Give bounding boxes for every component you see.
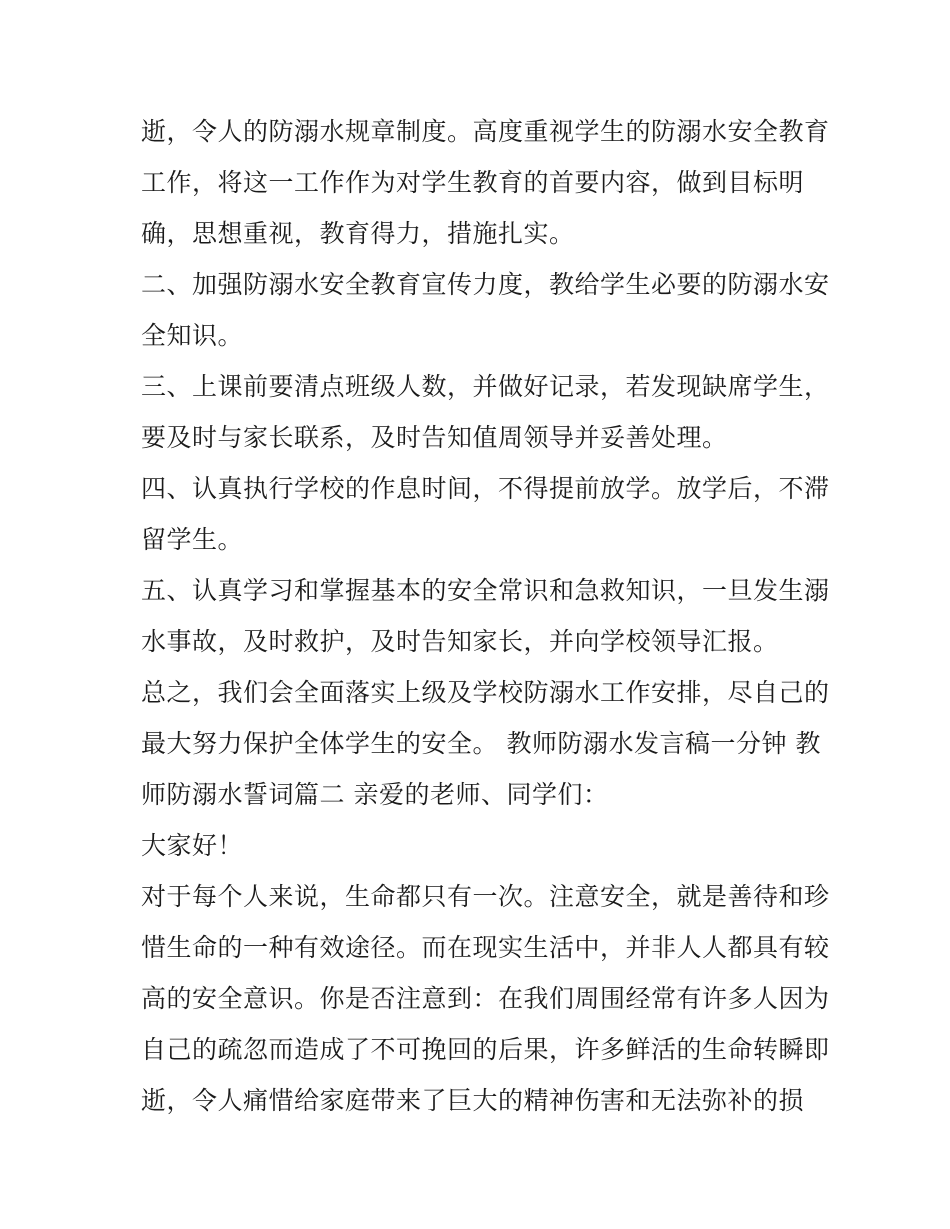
text-line: 总之，我们会全面落实上级及学校防溺水工作安排，尽自己的	[141, 678, 830, 707]
text-line: 水事故，及时救护，及时告知家长，并向学校领导汇报。	[141, 627, 779, 656]
document-body	[141, 106, 830, 1126]
text-line: 惜生命的一种有效途径。而在现实生活中，并非人人都具有较	[141, 933, 830, 962]
text-line: 确，思想重视，教育得力，措施扎实。	[141, 219, 575, 248]
text-line: 三、上课前要清点班级人数，并做好记录，若发现缺席学生，	[141, 372, 830, 401]
text-line: 自己的疏忽而造成了不可挽回的后果，许多鲜活的生命转瞬即	[141, 1035, 830, 1064]
text-line: 最大努力保护全体学生的安全。 教师防溺水发言稿一分钟 教	[141, 729, 821, 758]
text-line: 工作，将这一工作作为对学生教育的首要内容，做到目标明	[141, 168, 805, 197]
text-line: 逝，令人痛惜给家庭带来了巨大的精神伤害和无法弥补的损	[141, 1086, 805, 1115]
text-line: 二、加强防溺水安全教育宣传力度，教给学生必要的防溺水安	[141, 270, 830, 299]
text-line: 对于每个人来说，生命都只有一次。注意安全，就是善待和珍	[141, 882, 830, 911]
text-line: 五、认真学习和掌握基本的安全常识和急救知识，一旦发生溺	[141, 576, 830, 605]
text-line: 四、认真执行学校的作息时间，不得提前放学。放学后，不滞	[141, 474, 830, 503]
text-line: 师防溺水誓词篇二 亲爱的老师、同学们：	[141, 780, 609, 809]
text-line: 要及时与家长联系，及时告知值周领导并妥善处理。	[141, 423, 728, 452]
text-line: 大家好！	[141, 831, 244, 860]
text-line: 全知识。	[141, 321, 244, 350]
text-line: 高的安全意识。你是否注意到：在我们周围经常有许多人因为	[141, 984, 830, 1013]
text-line: 留学生。	[141, 525, 244, 554]
text-line: 逝，令人的防溺水规章制度。高度重视学生的防溺水安全教育	[141, 117, 830, 146]
